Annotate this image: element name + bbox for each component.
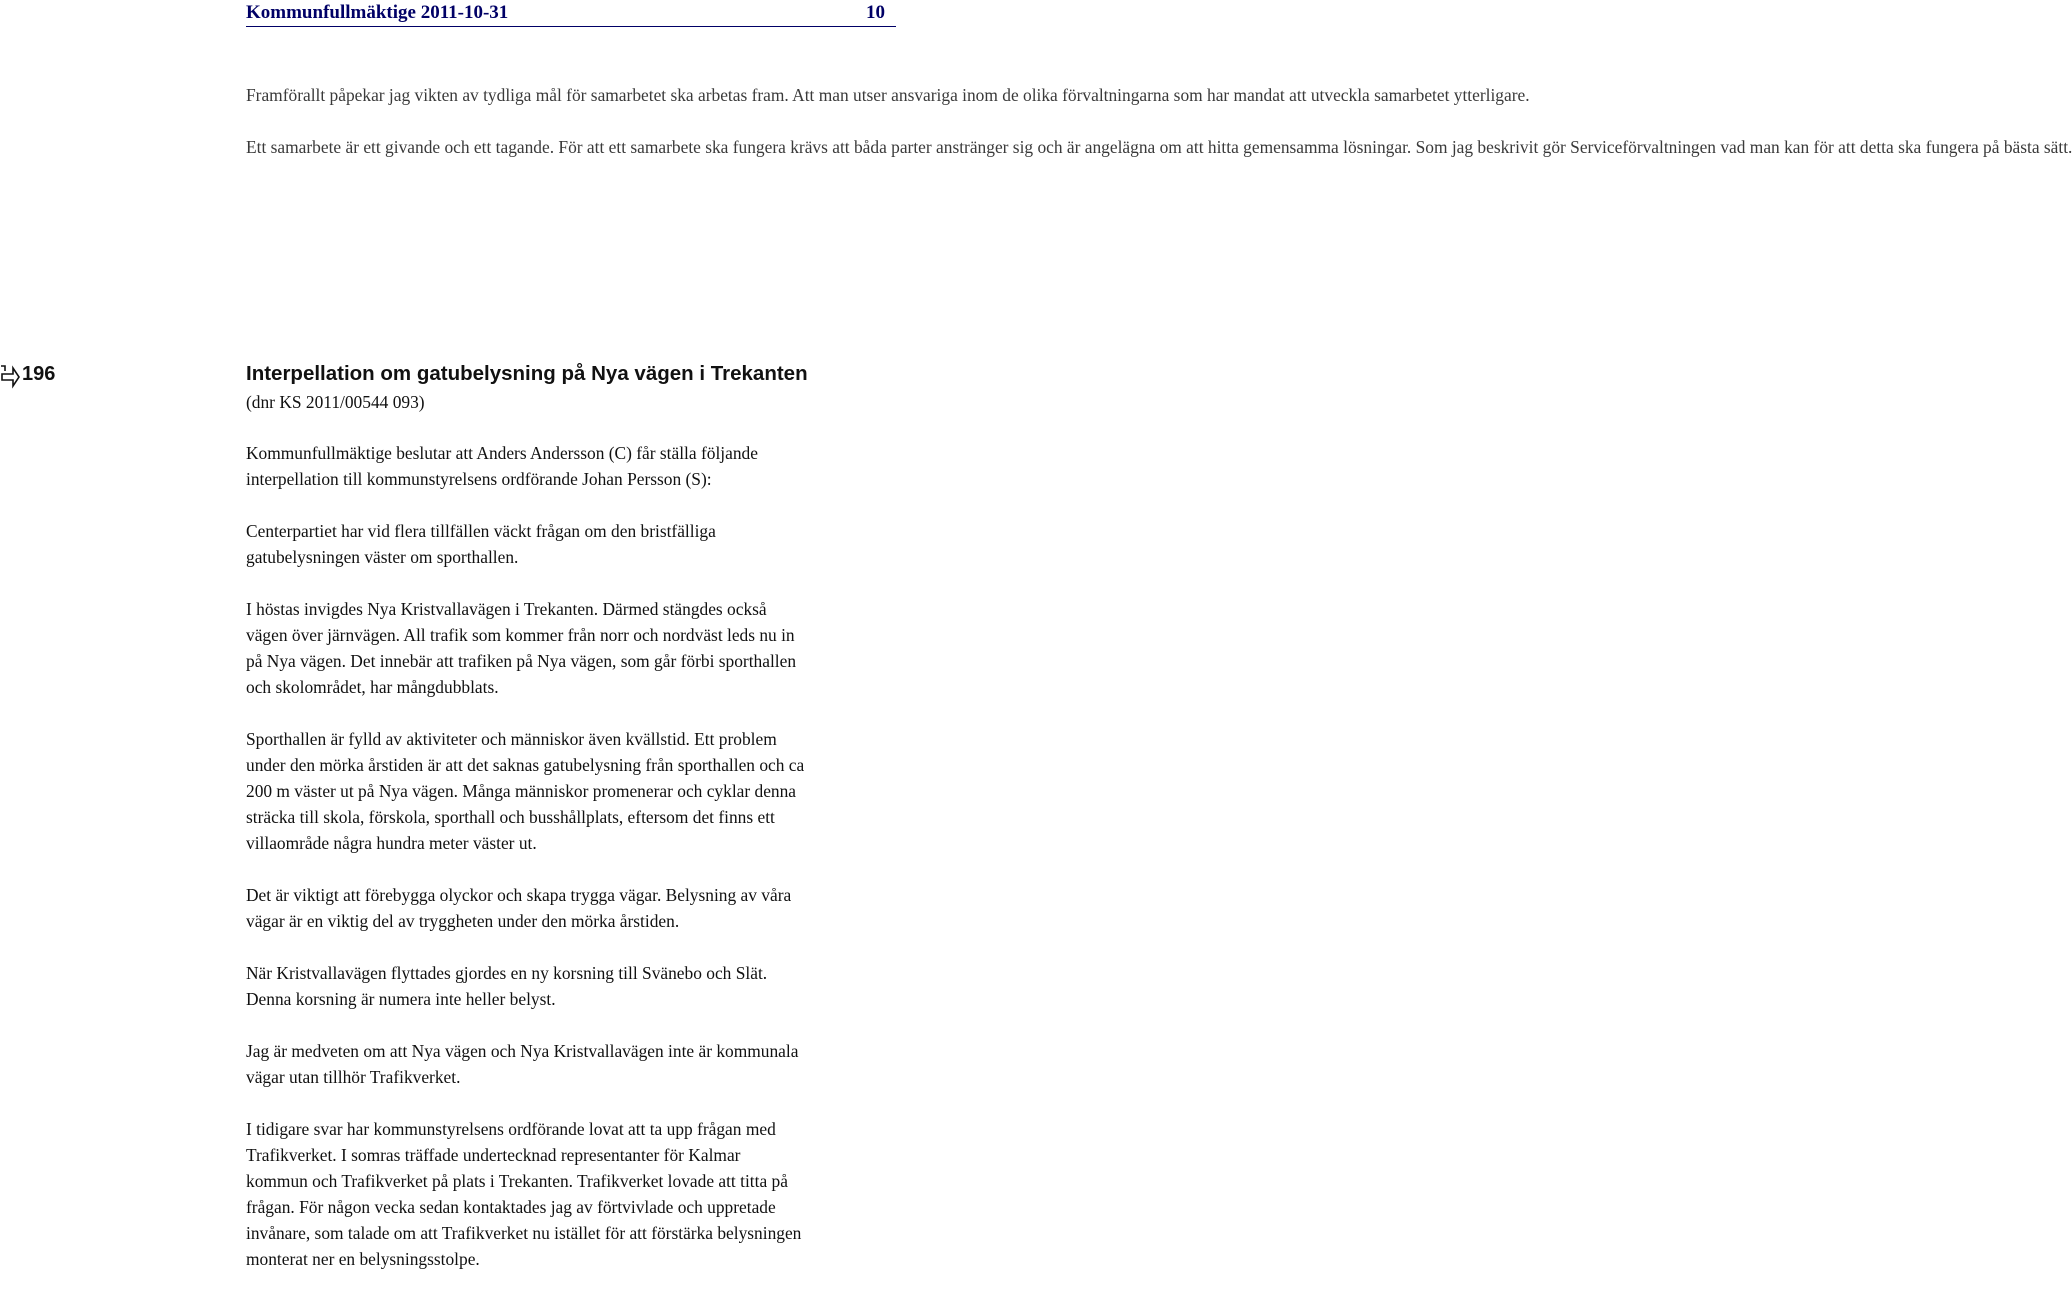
- text-line: interpellation till kommunstyrelsens ordförande Johan Persson (S):: [246, 469, 712, 489]
- registration-number: (dnr KS 2011/00544 093): [246, 392, 425, 412]
- text-line: Framförallt påpekar jag vikten av tydliga mål för samarbetet ska arbetas fram.: [246, 85, 789, 105]
- text-line: monterat ner en belysningsstolpe.: [246, 1249, 480, 1269]
- section-heading: [0, 360, 960, 390]
- text-line: ska fungera på bästa sätt.: [1898, 137, 2072, 157]
- header-divider: [246, 26, 896, 27]
- text-line: och skolområdet, har mångdubblats.: [246, 677, 499, 697]
- text-line: vägen över järnvägen. All trafik som kommer från norr och nordväst leds nu in: [246, 625, 795, 645]
- text-line: kommun och Trafikverket på plats i Trekanten. Trafikverket lovade att titta på: [246, 1171, 788, 1191]
- text-line: gatubelysningen väster om sporthallen.: [246, 547, 519, 567]
- page-number: 10: [866, 2, 885, 23]
- text-line: utveckla samarbetet ytterligare.: [1310, 85, 1530, 105]
- interpellation-text: [246, 440, 960, 1298]
- text-line: invånare, som talade om att Trafikverket nu istället för att förstärka belysningen: [246, 1223, 802, 1243]
- arrow-right-icon: [0, 362, 20, 388]
- text-line: Jag är medveten om att Nya vägen och Nya Kristvallavägen inte är kommunala: [246, 1041, 799, 1061]
- text-line: vägar utan tillhör Trafikverket.: [246, 1067, 461, 1087]
- paragraph: [246, 882, 960, 934]
- paragraph: [246, 134, 2072, 160]
- paragraph: [246, 960, 960, 1012]
- text-line: krävs att båda parter anstränger sig och är angelägna om att hitta gemensamma: [790, 137, 1339, 157]
- paragraph: [246, 82, 1530, 108]
- paragraph: [246, 1038, 960, 1090]
- text-line: I höstas invigdes Nya Kristvallavägen i Trekanten. Därmed stängdes också: [246, 599, 767, 619]
- text-line: Ett samarbete är ett givande och ett tagande. För att ett samarbete ska fungera: [246, 137, 786, 157]
- document-title: Kommunfullmäktige 2011-10-31: [246, 2, 509, 23]
- section-title: Interpellation om gatubelysning på Nya vägen i Trekanten: [246, 362, 808, 385]
- paragraph: [246, 1116, 960, 1272]
- text-line: I tidigare svar har kommunstyrelsens ordförande lovat att ta upp frågan med: [246, 1119, 776, 1139]
- text-line: under den mörka årstiden är att det saknas gatubelysning från sporthallen och ca: [246, 755, 805, 775]
- paragraph: [246, 518, 960, 570]
- text-line: Trafikverket. I somras träffade undertecknad representanter för Kalmar: [246, 1145, 741, 1165]
- text-line: Att man utser ansvariga inom de olika förvaltningarna som har mandat att: [792, 85, 1307, 105]
- text-line: Det är viktigt att förebygga olyckor och skapa trygga vägar. Belysning av våra: [246, 885, 792, 905]
- text-line: Sporthallen är fylld av aktiviteter och människor även kvällstid. Ett problem: [246, 729, 777, 749]
- text-line: 200 m väster ut på Nya vägen. Många människor promenerar och cyklar denna: [246, 781, 797, 801]
- text-line: Kommunfullmäktige beslutar att Anders Andersson (C) får ställa följande: [246, 443, 758, 463]
- text-line: villaområde några hundra meter väster ut.: [246, 833, 537, 853]
- text-line: lösningar. Som jag beskrivit gör Serviceförvaltningen vad man kan för att detta: [1343, 137, 1894, 157]
- paragraph: [246, 596, 960, 700]
- paragraph: [246, 440, 960, 492]
- page-header: [0, 0, 960, 28]
- paragraph: [246, 726, 960, 856]
- text-line: sträcka till skola, förskola, sporthall och busshållplats, eftersom det finns ett: [246, 807, 775, 827]
- text-line: När Kristvallavägen flyttades gjordes en ny korsning till Svänebo och Slät.: [246, 963, 768, 983]
- text-line: vägar är en viktig del av tryggheten under den mörka årstiden.: [246, 911, 680, 931]
- text-line: Centerpartiet har vid flera tillfällen väckt frågan om den bristfälliga: [246, 521, 716, 541]
- intro-text: [246, 82, 2072, 186]
- text-line: frågan. För någon vecka sedan kontaktades jag av förtvivlade och uppretade: [246, 1197, 776, 1217]
- text-line: Denna korsning är numera inte heller belyst.: [246, 989, 556, 1009]
- section-number: 196: [22, 363, 56, 385]
- text-line: på Nya vägen. Det innebär att trafiken på Nya vägen, som går förbi sporthallen: [246, 651, 797, 671]
